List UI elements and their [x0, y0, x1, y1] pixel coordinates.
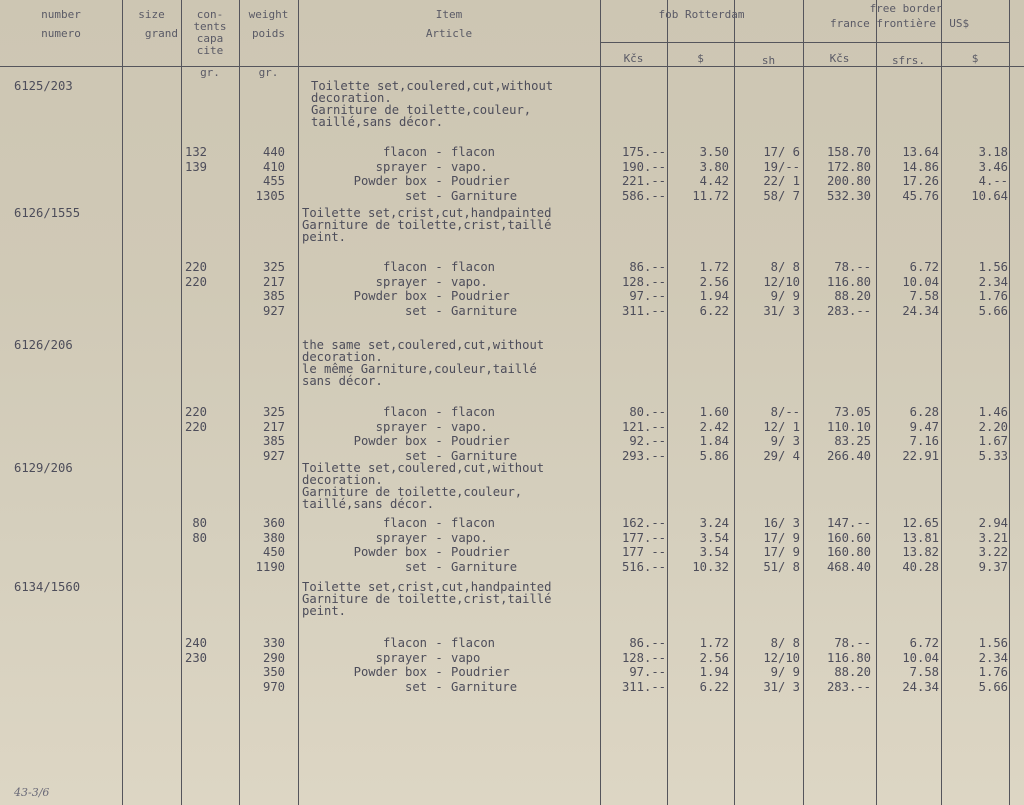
cell-item-fr: flacon — [451, 405, 496, 419]
cell-usd: 10.32 — [692, 559, 729, 574]
cell-sh: 16/ 3 — [763, 516, 800, 530]
cell-item-en: Powder box — [353, 434, 427, 449]
header-rule — [600, 42, 1010, 43]
cell-cap: 80 — [192, 516, 207, 530]
header-size: size — [138, 8, 165, 21]
cell-sh: 12/10 — [763, 274, 800, 289]
cell-item-fr: vapo. — [451, 159, 488, 174]
header-sfrs: sfrs. — [891, 54, 926, 67]
cell-usd2: 1.56 — [978, 260, 1008, 274]
cell-item-en: Powder box — [353, 545, 427, 560]
cell-item-fr: Poudrier — [451, 665, 510, 680]
cell-separator: - — [435, 650, 443, 665]
cell-item-en: set — [404, 303, 427, 318]
article-number: 6134/1560 — [14, 580, 81, 594]
cell-kcs2: 78.-- — [834, 636, 871, 650]
cell-cap: 220 — [184, 274, 207, 289]
cell-item-fr: vapo. — [451, 419, 488, 434]
cell-sh: 51/ 8 — [763, 559, 800, 574]
cell-usd: 5.86 — [699, 448, 729, 463]
cell-kcs2: 88.20 — [834, 665, 871, 680]
header-usd: $ — [697, 52, 704, 65]
header-unit: gr. — [258, 66, 279, 79]
cell-kcs: 311.-- — [621, 679, 666, 694]
cell-sfr: 10.04 — [902, 274, 939, 289]
cell-sfr: 6.72 — [909, 636, 939, 650]
cell-usd2: 5.66 — [978, 303, 1008, 318]
cell-w: 325 — [262, 260, 285, 274]
cell-item-en: sprayer — [375, 419, 427, 434]
cell-sfr: 13.82 — [902, 545, 939, 560]
header-france-frontiere: france frontière US$ — [830, 17, 970, 30]
cell-kcs2: 266.40 — [826, 448, 871, 463]
cell-item-fr: Garniture — [451, 448, 518, 463]
item-description: taillé,sans décor. — [302, 497, 435, 511]
cell-sfr: 7.58 — [909, 665, 939, 680]
header-fob: fob Rotterdam — [658, 8, 745, 21]
cell-kcs: 80.-- — [629, 405, 666, 419]
cell-sh: 31/ 3 — [763, 679, 800, 694]
cell-usd2: 1.76 — [978, 289, 1008, 304]
cell-cap: 240 — [184, 636, 207, 650]
header-poids: poids — [251, 27, 286, 40]
cell-kcs: 293.-- — [621, 448, 666, 463]
cell-separator: - — [435, 434, 443, 449]
cell-sfr: 13.81 — [902, 530, 939, 545]
cell-sfr: 17.26 — [902, 174, 939, 189]
header-rule — [0, 66, 1024, 67]
item-description: decoration. — [302, 350, 383, 364]
cell-sh: 8/ 8 — [770, 636, 800, 650]
cell-kcs2: 110.10 — [826, 419, 871, 434]
cell-separator: - — [435, 419, 443, 434]
cell-sfr: 14.86 — [902, 159, 939, 174]
cell-usd: 11.72 — [692, 188, 729, 203]
cell-item-en: sprayer — [375, 530, 427, 545]
cell-usd2: 3.46 — [978, 159, 1008, 174]
item-description: Toilette set,crist,cut,handpainted — [302, 206, 552, 220]
cell-kcs: 177 -- — [621, 545, 666, 560]
header-item: Item — [435, 8, 463, 21]
cell-sh: 9/ 3 — [770, 434, 800, 449]
cell-kcs: 128.-- — [621, 650, 666, 665]
cell-kcs2: 283.-- — [826, 679, 871, 694]
cell-w: 1190 — [255, 559, 285, 574]
header-kcs: Kčs — [829, 52, 850, 65]
cell-cap: 230 — [184, 650, 207, 665]
cell-separator: - — [435, 174, 443, 189]
cell-kcs2: 160.60 — [826, 530, 871, 545]
cell-sh: 29/ 4 — [763, 448, 800, 463]
cell-sfr: 45.76 — [902, 188, 939, 203]
header-grand: grand — [144, 27, 178, 40]
cell-w: 450 — [262, 545, 285, 560]
cell-kcs2: 88.20 — [834, 289, 871, 304]
header-contents: capa — [196, 32, 224, 45]
cell-item-en: Powder box — [353, 174, 427, 189]
cell-w: 380 — [262, 530, 285, 545]
item-description: peint. — [302, 604, 347, 618]
cell-sh: 8/ 8 — [770, 260, 800, 274]
cell-usd2: 3.18 — [978, 145, 1008, 159]
cell-kcs2: 532.30 — [826, 188, 871, 203]
cell-separator: - — [435, 559, 443, 574]
item-description: Garniture de toilette,crist,taillé — [302, 218, 552, 232]
item-description: Toilette set,coulered,cut,without — [311, 79, 554, 93]
cell-usd: 1.60 — [699, 405, 729, 419]
cell-separator: - — [435, 289, 443, 304]
cell-usd2: 3.22 — [978, 545, 1008, 560]
item-description: Toilette set,coulered,cut,without — [302, 461, 545, 475]
cell-item-fr: vapo. — [451, 274, 488, 289]
cell-separator: - — [435, 448, 443, 463]
cell-w: 927 — [262, 303, 285, 318]
cell-item-fr: Garniture — [451, 559, 518, 574]
item-description: peint. — [302, 230, 347, 244]
cell-kcs2: 116.80 — [826, 650, 871, 665]
cell-separator: - — [435, 665, 443, 680]
header-weight: weight — [248, 8, 289, 21]
item-description: Garniture de toilette,couleur, — [311, 103, 532, 117]
cell-usd2: 1.56 — [978, 636, 1008, 650]
cell-separator: - — [435, 530, 443, 545]
cell-kcs2: 160.80 — [826, 545, 871, 560]
header-free-border: free border — [869, 2, 943, 15]
cell-kcs: 162.-- — [621, 516, 666, 530]
cell-sh: 17/ 9 — [763, 545, 800, 560]
cell-sfr: 10.04 — [902, 650, 939, 665]
cell-sh: 12/ 1 — [763, 419, 800, 434]
cell-separator: - — [435, 159, 443, 174]
cell-usd: 2.56 — [699, 274, 729, 289]
cell-w: 217 — [262, 419, 285, 434]
cell-sh: 9/ 9 — [770, 665, 800, 680]
cell-w: 970 — [262, 679, 285, 694]
cell-kcs2: 283.-- — [826, 303, 871, 318]
cell-item-fr: vapo — [451, 650, 481, 665]
cell-kcs2: 172.80 — [826, 159, 871, 174]
cell-sh: 12/10 — [763, 650, 800, 665]
cell-sh: 19/-- — [763, 159, 800, 174]
cell-item-en: set — [404, 448, 427, 463]
cell-usd2: 2.34 — [978, 650, 1008, 665]
cell-usd2: 4.-- — [978, 174, 1008, 189]
cell-kcs: 586.-- — [621, 188, 666, 203]
cell-kcs: 86.-- — [629, 636, 666, 650]
item-description: sans décor. — [302, 374, 383, 388]
cell-kcs: 128.-- — [621, 274, 666, 289]
cell-usd: 2.56 — [699, 650, 729, 665]
cell-item-fr: flacon — [451, 636, 496, 650]
item-description: decoration. — [302, 473, 383, 487]
cell-usd: 1.72 — [699, 636, 729, 650]
cell-item-fr: Garniture — [451, 188, 518, 203]
cell-sh: 22/ 1 — [763, 174, 800, 189]
header-article: Article — [425, 27, 473, 40]
cell-usd: 4.42 — [699, 174, 729, 189]
cell-kcs: 97.-- — [629, 665, 666, 680]
cell-cap: 220 — [184, 419, 207, 434]
cell-usd2: 2.34 — [978, 274, 1008, 289]
cell-sfr: 6.28 — [909, 405, 939, 419]
cell-separator: - — [435, 303, 443, 318]
article-number: 6126/1555 — [14, 206, 81, 220]
cell-sfr: 7.16 — [909, 434, 939, 449]
cell-separator: - — [435, 545, 443, 560]
cell-usd2: 1.76 — [978, 665, 1008, 680]
cell-w: 360 — [262, 516, 285, 530]
cell-usd: 1.94 — [699, 289, 729, 304]
cell-separator: - — [435, 188, 443, 203]
cell-usd: 3.54 — [699, 545, 729, 560]
cell-w: 440 — [262, 145, 285, 159]
cell-item-fr: Garniture — [451, 679, 518, 694]
cell-w: 350 — [262, 665, 285, 680]
cell-kcs2: 78.-- — [834, 260, 871, 274]
cell-sfr: 12.65 — [902, 516, 939, 530]
cell-item-fr: flacon — [451, 260, 496, 274]
column-rule — [181, 0, 182, 805]
cell-usd: 3.50 — [699, 145, 729, 159]
cell-item-fr: Poudrier — [451, 434, 510, 449]
cell-usd: 2.42 — [699, 419, 729, 434]
cell-w: 385 — [262, 289, 285, 304]
cell-item-fr: Poudrier — [451, 545, 510, 560]
cell-item-en: flacon — [382, 260, 427, 274]
cell-usd: 6.22 — [699, 303, 729, 318]
cell-item-en: flacon — [382, 516, 427, 530]
item-description: Garniture de toilette,couleur, — [302, 485, 523, 499]
header-contents: con- — [196, 8, 224, 21]
cell-item-en: Powder box — [353, 289, 427, 304]
cell-usd: 6.22 — [699, 679, 729, 694]
cell-separator: - — [435, 516, 443, 530]
cell-item-en: set — [404, 559, 427, 574]
cell-separator: - — [435, 145, 443, 159]
cell-usd: 1.94 — [699, 665, 729, 680]
cell-cap: 139 — [184, 159, 207, 174]
cell-item-fr: Poudrier — [451, 289, 510, 304]
cell-usd2: 5.33 — [978, 448, 1008, 463]
cell-item-en: flacon — [382, 636, 427, 650]
cell-usd2: 1.46 — [978, 405, 1008, 419]
cell-usd: 1.72 — [699, 260, 729, 274]
cell-usd: 3.80 — [699, 159, 729, 174]
header-contents: cite — [196, 44, 224, 57]
cell-item-en: sprayer — [375, 650, 427, 665]
cell-item-en: flacon — [382, 145, 427, 159]
article-number: 6129/206 — [14, 461, 73, 475]
cell-separator: - — [435, 260, 443, 274]
cell-sfr: 6.72 — [909, 260, 939, 274]
cell-w: 455 — [262, 174, 285, 189]
cell-usd: 1.84 — [699, 434, 729, 449]
cell-usd: 3.24 — [699, 516, 729, 530]
cell-item-en: set — [404, 679, 427, 694]
item-description: taillé,sans décor. — [311, 115, 444, 129]
cell-cap: 220 — [184, 260, 207, 274]
header-contents: tents — [193, 20, 227, 33]
cell-kcs: 311.-- — [621, 303, 666, 318]
cell-w: 330 — [262, 636, 285, 650]
cell-kcs2: 158.70 — [826, 145, 871, 159]
cell-sh: 8/-- — [770, 405, 800, 419]
cell-sh: 31/ 3 — [763, 303, 800, 318]
item-description: le même Garniture,couleur,taillé — [302, 362, 537, 376]
article-number: 6126/206 — [14, 338, 73, 352]
cell-kcs2: 73.05 — [834, 405, 871, 419]
cell-kcs: 86.-- — [629, 260, 666, 274]
cell-usd: 3.54 — [699, 530, 729, 545]
cell-sfr: 13.64 — [902, 145, 939, 159]
cell-kcs2: 83.25 — [834, 434, 871, 449]
cell-kcs2: 468.40 — [826, 559, 871, 574]
cell-kcs: 516.-- — [621, 559, 666, 574]
cell-cap: 132 — [184, 145, 207, 159]
header-unit: gr. — [200, 66, 220, 79]
cell-separator: - — [435, 274, 443, 289]
cell-w: 217 — [262, 274, 285, 289]
cell-kcs: 92.-- — [629, 434, 666, 449]
cell-separator: - — [435, 679, 443, 694]
column-rule — [122, 0, 123, 805]
cell-w: 410 — [262, 159, 285, 174]
cell-usd2: 9.37 — [978, 559, 1008, 574]
cell-usd2: 5.66 — [978, 679, 1008, 694]
cell-kcs: 97.-- — [629, 289, 666, 304]
item-description: the same set,coulered,cut,without — [302, 338, 545, 352]
cell-sh: 17/ 6 — [763, 145, 800, 159]
cell-item-en: Powder box — [353, 665, 427, 680]
header-sh: sh — [761, 54, 776, 67]
cell-usd2: 3.21 — [978, 530, 1008, 545]
cell-item-fr: Poudrier — [451, 174, 510, 189]
column-rule — [298, 0, 299, 805]
cell-separator: - — [435, 636, 443, 650]
cell-kcs2: 200.80 — [826, 174, 871, 189]
header-kcs: Kčs — [623, 52, 644, 65]
cell-usd2: 10.64 — [971, 188, 1008, 203]
cell-item-en: sprayer — [375, 159, 427, 174]
cell-kcs: 221.-- — [621, 174, 666, 189]
handwritten-note: 43-3/6 — [14, 786, 50, 799]
cell-sh: 58/ 7 — [763, 188, 800, 203]
column-rule — [1009, 0, 1010, 805]
cell-item-en: flacon — [382, 405, 427, 419]
item-description: decoration. — [311, 91, 392, 105]
cell-item-fr: flacon — [451, 145, 496, 159]
cell-sfr: 24.34 — [902, 303, 939, 318]
cell-item-en: set — [404, 188, 427, 203]
header-numero: numero — [41, 27, 81, 40]
cell-usd2: 1.67 — [978, 434, 1008, 449]
cell-item-fr: vapo. — [451, 530, 488, 545]
cell-w: 290 — [262, 650, 285, 665]
cell-w: 1305 — [255, 188, 285, 203]
cell-kcs2: 116.80 — [826, 274, 871, 289]
cell-kcs: 121.-- — [621, 419, 666, 434]
cell-sfr: 7.58 — [909, 289, 939, 304]
item-description: Garniture de toilette,crist,taillé — [302, 592, 552, 606]
cell-w: 927 — [262, 448, 285, 463]
cell-item-fr: Garniture — [451, 303, 518, 318]
cell-kcs: 177.-- — [621, 530, 666, 545]
cell-w: 385 — [262, 434, 285, 449]
cell-kcs: 175.-- — [621, 145, 666, 159]
cell-separator: - — [435, 405, 443, 419]
cell-usd2: 2.94 — [978, 516, 1008, 530]
cell-sfr: 24.34 — [902, 679, 939, 694]
cell-sfr: 40.28 — [902, 559, 939, 574]
cell-kcs: 190.-- — [621, 159, 666, 174]
cell-cap: 220 — [184, 405, 207, 419]
cell-w: 325 — [262, 405, 285, 419]
item-description: Toilette set,crist,cut,handpainted — [302, 580, 552, 594]
cell-usd2: 2.20 — [978, 419, 1008, 434]
header-number: number — [41, 8, 81, 21]
cell-sh: 17/ 9 — [763, 530, 800, 545]
cell-sfr: 22.91 — [902, 448, 939, 463]
cell-sfr: 9.47 — [909, 419, 939, 434]
cell-kcs2: 147.-- — [826, 516, 871, 530]
article-number: 6125/203 — [14, 79, 73, 93]
cell-item-fr: flacon — [451, 516, 496, 530]
cell-sh: 9/ 9 — [770, 289, 800, 304]
cell-item-en: sprayer — [375, 274, 427, 289]
cell-cap: 80 — [192, 530, 207, 545]
header-usd: $ — [971, 52, 979, 65]
